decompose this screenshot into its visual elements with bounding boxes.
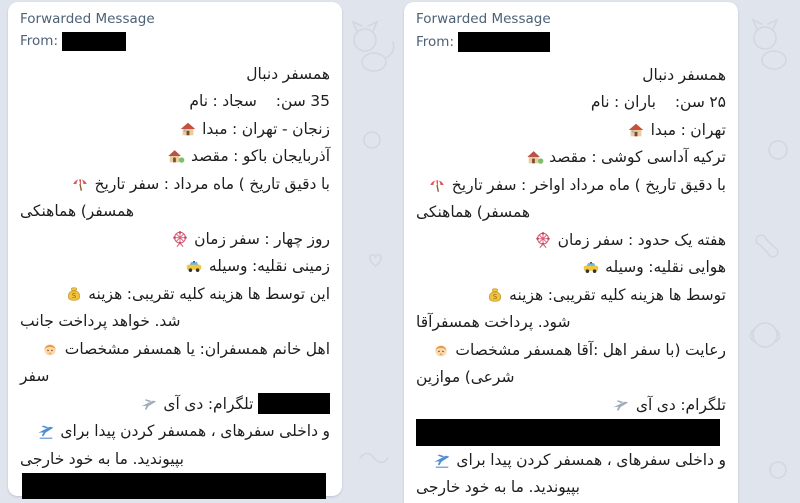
beach-umbrella-icon: [71, 175, 89, 193]
redaction-bar: [258, 393, 330, 414]
ferris-wheel-icon: [171, 230, 189, 248]
beach-umbrella-icon: [428, 176, 446, 194]
money-bag-icon: [65, 285, 83, 303]
forwarded-header: [20, 10, 330, 51]
from-label: From:: [20, 33, 58, 49]
message-body: [20, 60, 330, 500]
message-line: سفر: [20, 367, 50, 386]
message-line: زمان سفر : حدود یک هفته: [416, 226, 726, 254]
girl-face-icon: [41, 340, 59, 358]
redaction-bar: [416, 419, 720, 446]
message-line: خارجی خود به ما بپیوندید.: [20, 449, 184, 468]
house-icon: [179, 120, 197, 138]
airplane-departure-icon: [433, 451, 451, 469]
redaction-bar: [22, 473, 326, 499]
svg-text:S: S: [71, 291, 76, 300]
message-line: مشخصات همسفر :آقا اهل سفر (با رعایت: [416, 336, 726, 364]
airplane-icon: [612, 396, 630, 414]
ferris-wheel-icon: [534, 231, 552, 249]
redaction-bar: [458, 32, 550, 52]
from-label: From:: [416, 33, 454, 50]
message-line: نام : باران سن: ۲۵: [590, 93, 726, 112]
forwarded-header: [416, 10, 726, 52]
redaction-bar-row: [416, 419, 726, 447]
message-bubble-left[interactable]: [8, 2, 342, 496]
message-line: جانب پرداخت خواهد شد.: [20, 312, 181, 331]
message-line: وسیله نقلیه: زمینی: [20, 253, 330, 281]
message-line: هماهنکی همسفر): [416, 203, 531, 222]
message-body: [416, 61, 726, 501]
message-line: مشخصات همسفر یا همسفران: خانم اهل: [20, 335, 330, 363]
message-line: موازین شرعی): [416, 368, 515, 387]
message-line: مبدا : تهران: [416, 116, 726, 144]
taxi-icon: [582, 258, 600, 276]
redaction-bar: [62, 32, 126, 51]
message-bubble-right[interactable]: [404, 2, 738, 503]
message-line: نام : سجاد سن: 35: [189, 92, 330, 111]
message-line: دنبال همسفر: [642, 65, 726, 84]
message-line: خارجی خود به ما بپیوندید.: [416, 478, 580, 497]
taxi-icon: [185, 257, 203, 275]
message-line: تاریخ سفر : اواخر مرداد ماه ( تاریخ دقیق با: [416, 171, 726, 199]
airplane-icon: [140, 395, 158, 413]
message-line: تاریخ سفر : مرداد ماه ( تاریخ دقیق با: [20, 170, 330, 198]
airplane-departure-icon: [37, 422, 55, 440]
message-line: برای پیدا کردن همسفر ، سفرهای داخلی و: [20, 418, 330, 446]
message-line: آی دی تلگرام:: [20, 390, 330, 418]
message-line: S هزینه تقریبی: کلیه هزینه ها توسط این: [20, 280, 330, 308]
message-line: آی دی تلگرام:: [416, 391, 726, 419]
message-line: زمان سفر : چهار روز: [20, 225, 330, 253]
message-line: S هزینه تقریبی: کلیه هزینه ها توسط: [416, 281, 726, 309]
message-line: مقصد : باکو آذربایجان: [20, 143, 330, 171]
message-line: همسفرآقا پرداخت شود.: [416, 313, 571, 332]
house-garden-icon: [167, 147, 185, 165]
girl-face-icon: [432, 341, 450, 359]
money-bag-icon: [486, 286, 504, 304]
forwarded-message-label: Forwarded Message: [416, 11, 551, 27]
message-line: برای پیدا کردن همسفر ، سفرهای داخلی و: [416, 446, 726, 474]
forwarded-message-label: Forwarded Message: [20, 11, 155, 27]
message-line: مبدا : تهران - زنجان: [20, 115, 330, 143]
message-line: وسیله نقلیه: هوایی: [416, 254, 726, 282]
svg-text:S: S: [492, 292, 497, 301]
message-line: دنبال همسفر: [246, 64, 330, 83]
house-garden-icon: [526, 148, 544, 166]
message-line: هماهنکی همسفر): [20, 202, 135, 221]
redaction-bar-row: [20, 473, 330, 501]
house-icon: [627, 121, 645, 139]
message-line: مقصد : کوشی آداسی ترکیه: [416, 144, 726, 172]
